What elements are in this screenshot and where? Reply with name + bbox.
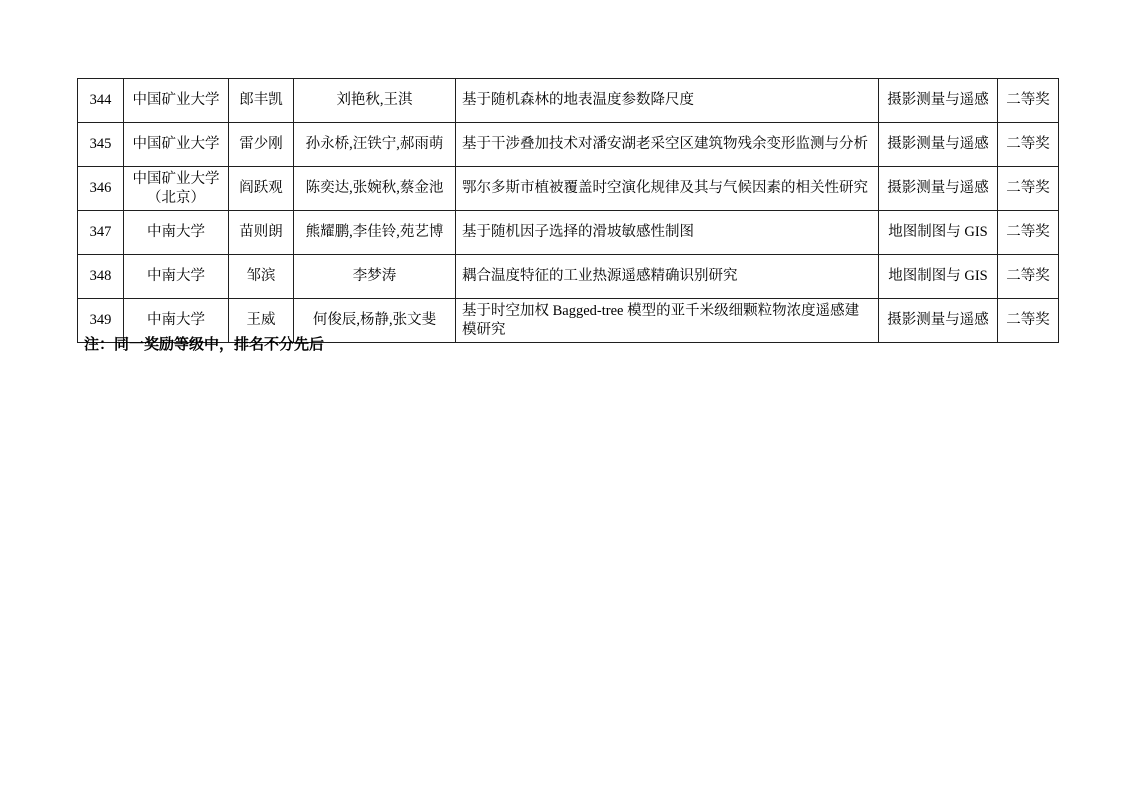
cell-serial-number: 344 xyxy=(78,79,124,123)
cell-category: 摄影测量与遥感 xyxy=(879,79,998,123)
cell-co-authors: 熊耀鹏,李佳铃,苑艺博 xyxy=(294,211,456,255)
cell-university: 中南大学 xyxy=(124,211,229,255)
awards-table xyxy=(77,78,1059,343)
cell-serial-number: 348 xyxy=(78,255,124,299)
cell-serial-number: 347 xyxy=(78,211,124,255)
cell-first-author: 王威 xyxy=(229,299,294,343)
footnote: 注：同一奖励等级中，排名不分先后 xyxy=(84,337,325,353)
awards-table-body xyxy=(78,79,1059,343)
table-row xyxy=(78,79,1059,123)
cell-first-author: 郎丰凯 xyxy=(229,79,294,123)
cell-co-authors: 刘艳秋,王淇 xyxy=(294,79,456,123)
cell-co-authors: 李梦涛 xyxy=(294,255,456,299)
cell-serial-number: 349 xyxy=(78,299,124,343)
cell-university: 中国矿业大学 xyxy=(124,79,229,123)
cell-first-author: 阎跃观 xyxy=(229,167,294,211)
cell-category: 摄影测量与遥感 xyxy=(879,167,998,211)
cell-award-level: 二等奖 xyxy=(998,299,1059,343)
cell-category: 地图制图与 GIS xyxy=(879,255,998,299)
cell-serial-number: 346 xyxy=(78,167,124,211)
table-row xyxy=(78,123,1059,167)
cell-project-title: 鄂尔多斯市植被覆盖时空演化规律及其与气候因素的相关性研究 xyxy=(456,167,879,211)
cell-serial-number: 345 xyxy=(78,123,124,167)
cell-category: 摄影测量与遥感 xyxy=(879,123,998,167)
cell-project-title: 基于干涉叠加技术对潘安湖老采空区建筑物残余变形监测与分析 xyxy=(456,123,879,167)
cell-category: 摄影测量与遥感 xyxy=(879,299,998,343)
cell-award-level: 二等奖 xyxy=(998,255,1059,299)
cell-first-author: 苗则朗 xyxy=(229,211,294,255)
cell-first-author: 邹滨 xyxy=(229,255,294,299)
cell-university: 中南大学 xyxy=(124,299,229,343)
cell-project-title: 基于随机因子选择的滑坡敏感性制图 xyxy=(456,211,879,255)
cell-award-level: 二等奖 xyxy=(998,123,1059,167)
cell-award-level: 二等奖 xyxy=(998,79,1059,123)
cell-award-level: 二等奖 xyxy=(998,211,1059,255)
cell-university: 中国矿业大学 xyxy=(124,123,229,167)
table-row xyxy=(78,167,1059,211)
cell-co-authors: 陈奕达,张婉秋,蔡金池 xyxy=(294,167,456,211)
cell-first-author: 雷少刚 xyxy=(229,123,294,167)
cell-award-level: 二等奖 xyxy=(998,167,1059,211)
cell-project-title: 基于随机森林的地表温度参数降尺度 xyxy=(456,79,879,123)
cell-co-authors: 孙永桥,汪铁宁,郝雨萌 xyxy=(294,123,456,167)
table-row xyxy=(78,211,1059,255)
cell-co-authors: 何俊辰,杨静,张文斐 xyxy=(294,299,456,343)
cell-category: 地图制图与 GIS xyxy=(879,211,998,255)
cell-project-title: 基于时空加权 Bagged-tree 模型的亚千米级细颗粒物浓度遥感建模研究 xyxy=(456,299,879,343)
cell-university: 中南大学 xyxy=(124,255,229,299)
table-row xyxy=(78,255,1059,299)
cell-project-title: 耦合温度特征的工业热源遥感精确识别研究 xyxy=(456,255,879,299)
cell-university: 中国矿业大学（北京） xyxy=(124,167,229,211)
